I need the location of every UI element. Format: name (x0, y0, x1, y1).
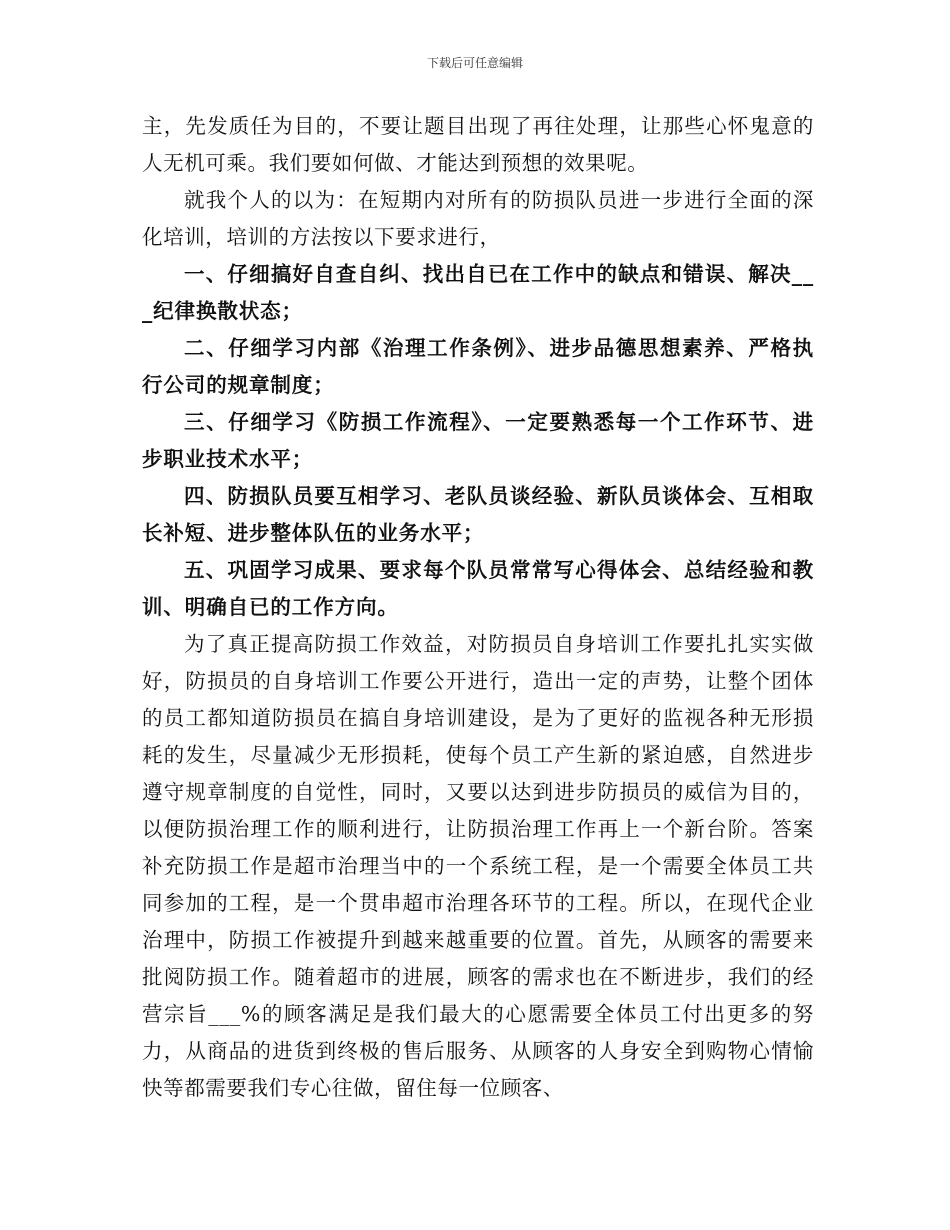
paragraph-body: 为了真正提高防损工作效益，对防损员自身培训工作要扎扎实实做好，防损员的自身培训工作要公开进行，造出一定的声势，让整个团体的员工都知道防损员在搞自身培训建设，是为了更好的监视各种无形损耗的发生，尽量减少无形损耗，使每个员工产生新的紧迫感，自然进步遵守规章制度的自觉性，同时，又要以达到进步防损员的威信为目的，以便防损治理工作的顺利进行，让防损治理工作再上一个新台阶。答案补充防损工作是超市治理当中的一个系统工程，是一个需要全体员工共同参加的工程，是一个贯串超市治理各环节的工程。所以，在现代企业治理中，防损工作被提升到越来越重要的位置。首先，从顾客的需要来批阅防损工作。随着超市的进展，顾客的需求也在不断进步，我们的经营宗旨___%的顾客满足是我们最大的心愿需要全体员工付出更多的努力，从商品的进货到终极的售后服务、从顾客的人身安全到购物心情愉快等都需要我们专心往做，留住每一位顾客、 (142, 632, 814, 1100)
paragraph-intro: 就我个人的以为：在短期内对所有的防损队员进一步进行全面的深化培训，培训的方法按以下要求进行， (142, 188, 814, 249)
document-body (142, 108, 814, 1107)
list-item-3: 三、仔细学习《防损工作流程》、一定要熟悉每一个工作环节、进步职业技术水平； (142, 410, 814, 471)
list-item-2: 二、仔细学习内部《治理工作条例》、进步品德思想素养、严格执行公司的规章制度； (142, 336, 814, 397)
list-item-4: 四、防损队员要互相学习、老队员谈经验、新队员谈体会、互相取长补短、进步整体队伍的业务水平； (142, 484, 814, 545)
list-item-5: 五、巩固学习成果、要求每个队员常常写心得体会、总结经验和教训、明确自已的工作方向。 (142, 558, 814, 619)
paragraph-continuation: 主，先发质任为目的，不要让题目出现了再往处理，让那些心怀鬼意的人无机可乘。我们要如何做、才能达到预想的效果呢。 (142, 114, 814, 175)
list-item-1: 一、仔细搞好自查自纠、找出自已在工作中的缺点和错误、解决___纪律换散状态； (142, 262, 814, 323)
page-header: 下载后可任意编辑 (426, 56, 523, 70)
